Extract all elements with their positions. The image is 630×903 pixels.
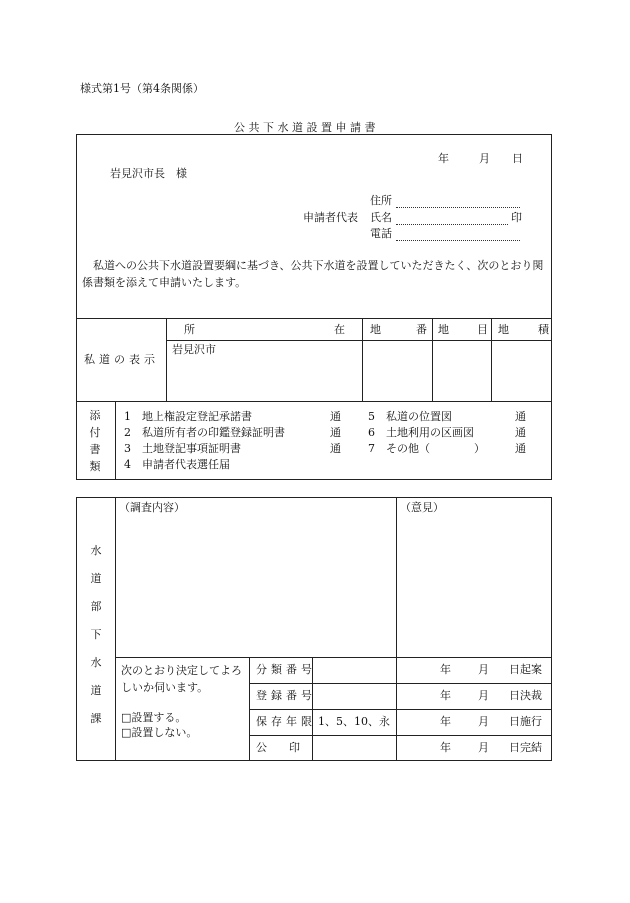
date-year: 年 — [440, 741, 451, 754]
attachment-num: 7 — [368, 442, 375, 455]
seal-mark: 印 — [511, 211, 522, 224]
survey-content-label: （調査内容） — [119, 501, 185, 514]
stage-enforcement: 日施行 — [509, 715, 542, 728]
stage-completion: 日完結 — [509, 741, 542, 754]
header-category-left: 地 — [438, 323, 449, 336]
attachment-text: 申請者代表選任届 — [142, 458, 230, 471]
date-month: 月 — [479, 152, 490, 165]
attachment-num: 4 — [124, 458, 131, 471]
header-location-left: 所 — [184, 323, 195, 336]
date-month: 月 — [478, 741, 489, 754]
header-lot-right: 番 — [416, 323, 427, 336]
retention-period-value: 1、5、10、永 — [318, 715, 390, 728]
department-label: 水道部下水道課 — [90, 544, 102, 725]
date-month: 月 — [478, 715, 489, 728]
stage-draft: 日起案 — [509, 663, 542, 676]
attachment-num: 1 — [124, 410, 131, 423]
header-location-right: 在 — [334, 323, 345, 336]
option-install[interactable]: □設置する。 — [121, 711, 187, 724]
name-line[interactable] — [396, 224, 508, 225]
attachment-text: 地上権設定登記承諾書 — [142, 410, 252, 423]
official-seal-label: 公 印 — [256, 741, 300, 754]
attachment-unit: 通 — [515, 442, 526, 455]
request-body-text: 私道への公共下水道設置要綱に基づき、公共下水道を設置していただきたく、次のとおり関係書類を添えて申請いたします。 — [82, 259, 544, 289]
attachment-num: 5 — [368, 410, 375, 423]
date-month: 月 — [478, 689, 489, 702]
attachment-num: 6 — [368, 426, 375, 439]
applicant-address-label: 住所 — [370, 194, 392, 207]
attachment-unit: 通 — [515, 410, 526, 423]
applicant-label: 申請者代表 — [303, 211, 358, 224]
date-day: 日 — [512, 152, 523, 165]
attachment-text: 土地利用の区画図 — [386, 426, 474, 439]
applicant-phone-label: 電話 — [370, 227, 392, 240]
header-area-right: 積 — [538, 323, 549, 336]
form-title: 公 共 下 水 道 設 置 申 請 書 — [234, 121, 376, 134]
header-area-left: 地 — [498, 323, 509, 336]
stage-approval: 日決裁 — [509, 689, 542, 702]
date-year: 年 — [440, 663, 451, 676]
location-value: 岩見沢市 — [172, 343, 216, 356]
attachment-unit: 通 — [330, 410, 341, 423]
classification-number-label: 分類番号 — [256, 663, 316, 676]
registration-number-label: 登録番号 — [256, 689, 316, 702]
attachment-unit: 通 — [515, 426, 526, 439]
addressee: 岩見沢市長 様 — [110, 167, 187, 180]
attachment-text: その他（ ） — [386, 442, 485, 455]
attachment-text: 私道所有者の印鑑登録証明書 — [142, 426, 285, 439]
decision-text: 次のとおり決定してよろしいか伺います。 — [121, 664, 242, 694]
form-number-label: 様式第1号（第4条関係） — [80, 82, 204, 95]
phone-line[interactable] — [396, 240, 520, 241]
option-not-install[interactable]: □設置しない。 — [121, 726, 198, 739]
retention-period-label: 保存年限 — [256, 715, 316, 728]
attachment-num: 2 — [124, 426, 131, 439]
attachments-label: 添付書類 — [89, 409, 101, 473]
opinion-label: （意見） — [400, 501, 444, 514]
applicant-name-label: 氏名 — [370, 211, 392, 224]
attachment-text: 土地登記事項証明書 — [142, 442, 241, 455]
address-line[interactable] — [396, 207, 520, 208]
attachment-unit: 通 — [330, 426, 341, 439]
date-month: 月 — [478, 663, 489, 676]
date-year: 年 — [438, 152, 449, 165]
date-year: 年 — [440, 689, 451, 702]
header-lot-left: 地 — [370, 323, 381, 336]
attachment-text: 私道の位置図 — [386, 410, 452, 423]
attachment-num: 3 — [124, 442, 131, 455]
private-road-label: 私道の表示 — [84, 353, 159, 366]
date-year: 年 — [440, 715, 451, 728]
header-category-right: 目 — [477, 323, 488, 336]
attachment-unit: 通 — [330, 442, 341, 455]
